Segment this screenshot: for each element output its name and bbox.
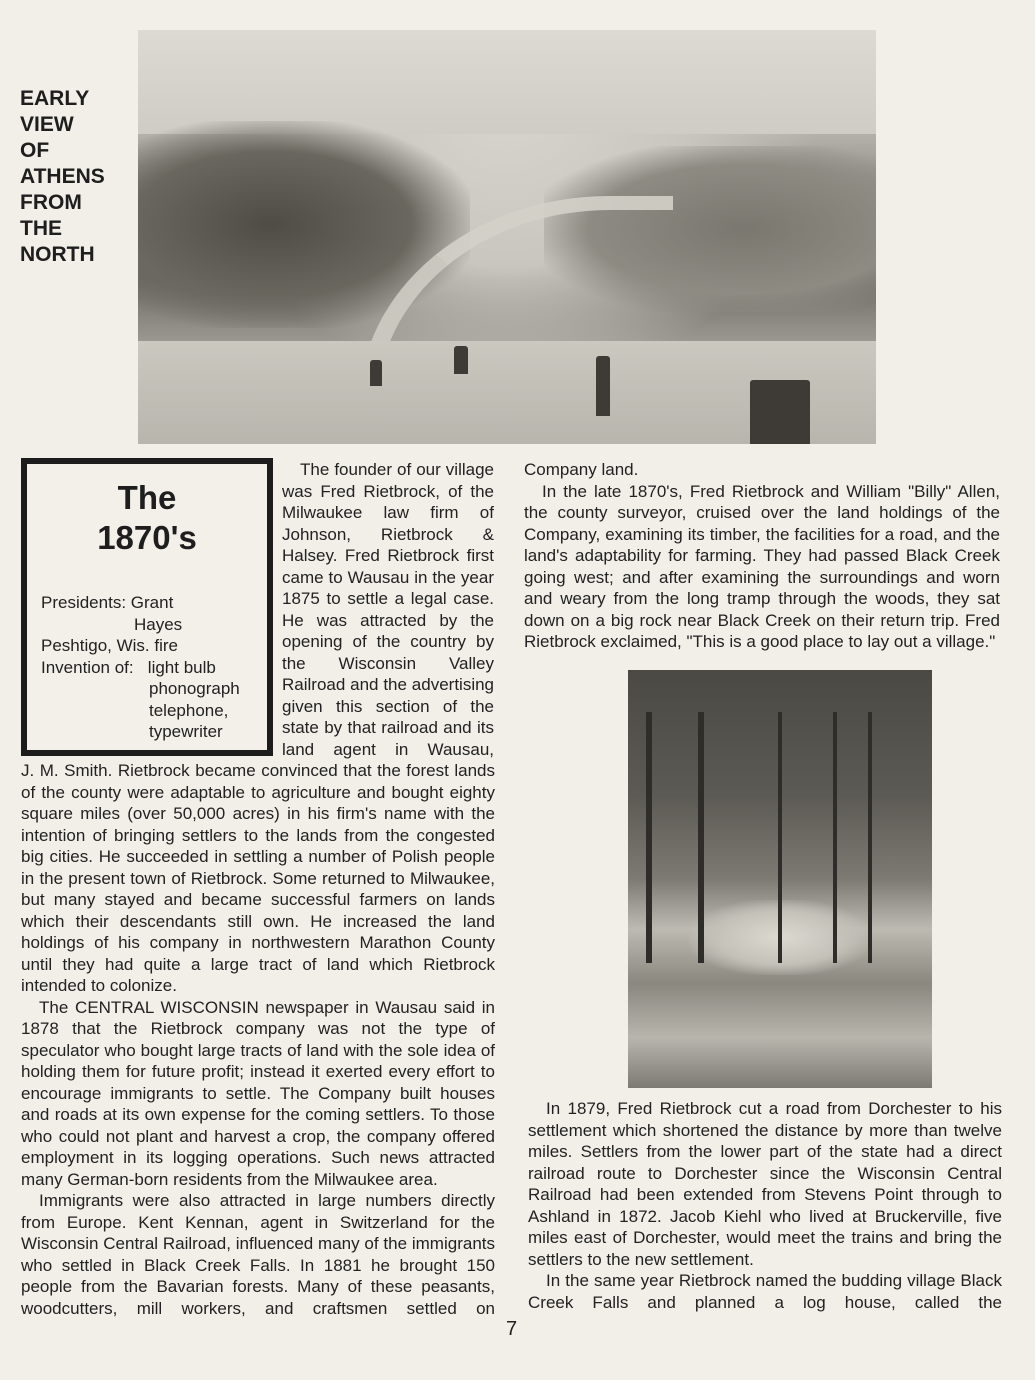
paragraph: In 1879, Fred Rietbrock cut a road from Dorchester to his settlement which shortened the distance by more than twelve miles. Settlers from the lower part of the state had a direct railroad route to Dorchester since the Wisconsin Central Railroad had been extended from Stevens Point through to Ashland in 1872. Jacob Kiehl who lived at Bruckerville, five miles east of Dorchester, would meet the trains and bring the settlers to the new settlement. xyxy=(528,1099,1002,1269)
info-row xyxy=(27,721,267,743)
caption-line: EARLY xyxy=(20,87,90,110)
info-box-title xyxy=(27,478,267,558)
article-col2-top xyxy=(524,459,1000,653)
paragraph: In the late 1870's, Fred Rietbrock and William "Billy" Allen, the county surveyor, cruised over the land holdings of the Company, examining its timber, the facilities for a road, and the land's adaptability for farming. They had passed Black Creek going west; and after examining the surroundings and worn and weary from the long tramp through the woods, they sat down on a big rock near Black Creek on their return trip. Fred Rietbrock exclaimed, "This is a good place to lay out a village." xyxy=(524,481,1000,651)
info-row xyxy=(27,700,267,722)
paragraph: J. M. Smith. Rietbrock became convinced that the forest lands of the county were adaptable to agriculture and bought eighty square miles (over 50,000 acres) in his firm's name with the intention of bringing settlers to the lands from the congested big cities. He succeeded in settling a number of Polish people in the present town of Rietbrock. Some returned to Milwaukee, but many stayed and became successful farmers on lands which their descendants still own. He increased the land holdings of his company in northwestern Marathon County until they had quite a large tract of land which Rietbrock intended to colonize. xyxy=(21,761,495,995)
info-row xyxy=(27,657,267,679)
info-row xyxy=(27,592,267,614)
forest-road-photo xyxy=(628,670,932,1088)
paragraph: The CENTRAL WISCONSIN newspaper in Wausau said in 1878 that the Rietbrock company was not the type of speculator who bought large tracts of land with the sole idea of holding them for future profit; instead it exerted every effort to encourage immigrants to settle. The Company built houses and roads at its own expense for the coming settlers. To those who could not plant and harvest a crop, the company offered employment in its logging operations. Such news attracted many German-born residents from the Milwaukee area. xyxy=(21,997,495,1189)
caption-line: FROM xyxy=(20,191,82,214)
caption-line: THE xyxy=(20,217,62,240)
info-box-list xyxy=(27,592,267,743)
photo-stump xyxy=(454,346,468,374)
caption-line: OF xyxy=(20,139,50,162)
photo-tree-trunk xyxy=(868,712,872,963)
photo-tree-trunk xyxy=(698,712,704,963)
info-row xyxy=(27,614,267,636)
photo-stump xyxy=(750,380,810,444)
info-value: typewriter xyxy=(149,722,223,741)
caption-line: NORTH xyxy=(20,243,95,266)
photo-stump xyxy=(370,360,382,386)
info-value: light bulb xyxy=(147,657,216,677)
photo-stump xyxy=(596,356,610,416)
info-row xyxy=(27,678,267,700)
title-line: The xyxy=(117,479,177,516)
info-value: phonograph xyxy=(149,679,240,698)
info-value: telephone, xyxy=(149,700,229,720)
paragraph: In the same year Rietbrock named the budding village Black Creek Falls and planned a log house, called the xyxy=(528,1271,1002,1312)
photo-tree-trunk xyxy=(778,712,782,963)
paragraph: The founder of our village was Fred Rietbrock, of the Milwaukee law firm of Johnson, Rietbrock & Halsey. Fred Rietbrock first came to Wausau in the year 1875 to settle a legal case. He was attracted by the opening of the country by the Wisconsin Valley Railroad and the advertising given this section of the state by that railroad and its land agent in Wausau, xyxy=(282,460,494,759)
caption-line: ATHENS xyxy=(20,165,105,188)
info-value: Hayes xyxy=(134,614,183,634)
article-col2-bottom xyxy=(528,1098,1002,1313)
info-row xyxy=(27,635,267,657)
title-line: 1870's xyxy=(97,519,197,556)
info-label: Invention of: xyxy=(41,657,134,677)
info-label: Peshtigo, Wis. fire xyxy=(41,636,178,655)
paragraph: Company land. xyxy=(524,460,639,479)
photo-tree-trunk xyxy=(646,712,652,963)
photo-sky xyxy=(138,30,876,134)
athens-north-photo xyxy=(138,30,876,444)
photo-caption xyxy=(20,86,130,268)
caption-line: VIEW xyxy=(20,113,74,136)
info-value: Grant xyxy=(130,593,174,612)
article-col1-intro xyxy=(282,459,494,760)
paragraph: Immigrants were also attracted in large numbers directly from Europe. Kent Kennan, agent in Switzerland for the Wisconsin Central Railroad, influenced many of the immigrants who settled in Black Creek Falls. In 1881 he brought 150 people from the Bavarian forests. Many of these peasants, woodcutters, mill workers, and craftsmen settled on xyxy=(21,1191,495,1318)
info-label: Presidents: xyxy=(41,593,127,612)
photo-tree-trunk xyxy=(833,712,837,963)
article-col1 xyxy=(21,760,495,1319)
decade-info-box xyxy=(21,458,273,756)
page-number: 7 xyxy=(506,1318,518,1340)
